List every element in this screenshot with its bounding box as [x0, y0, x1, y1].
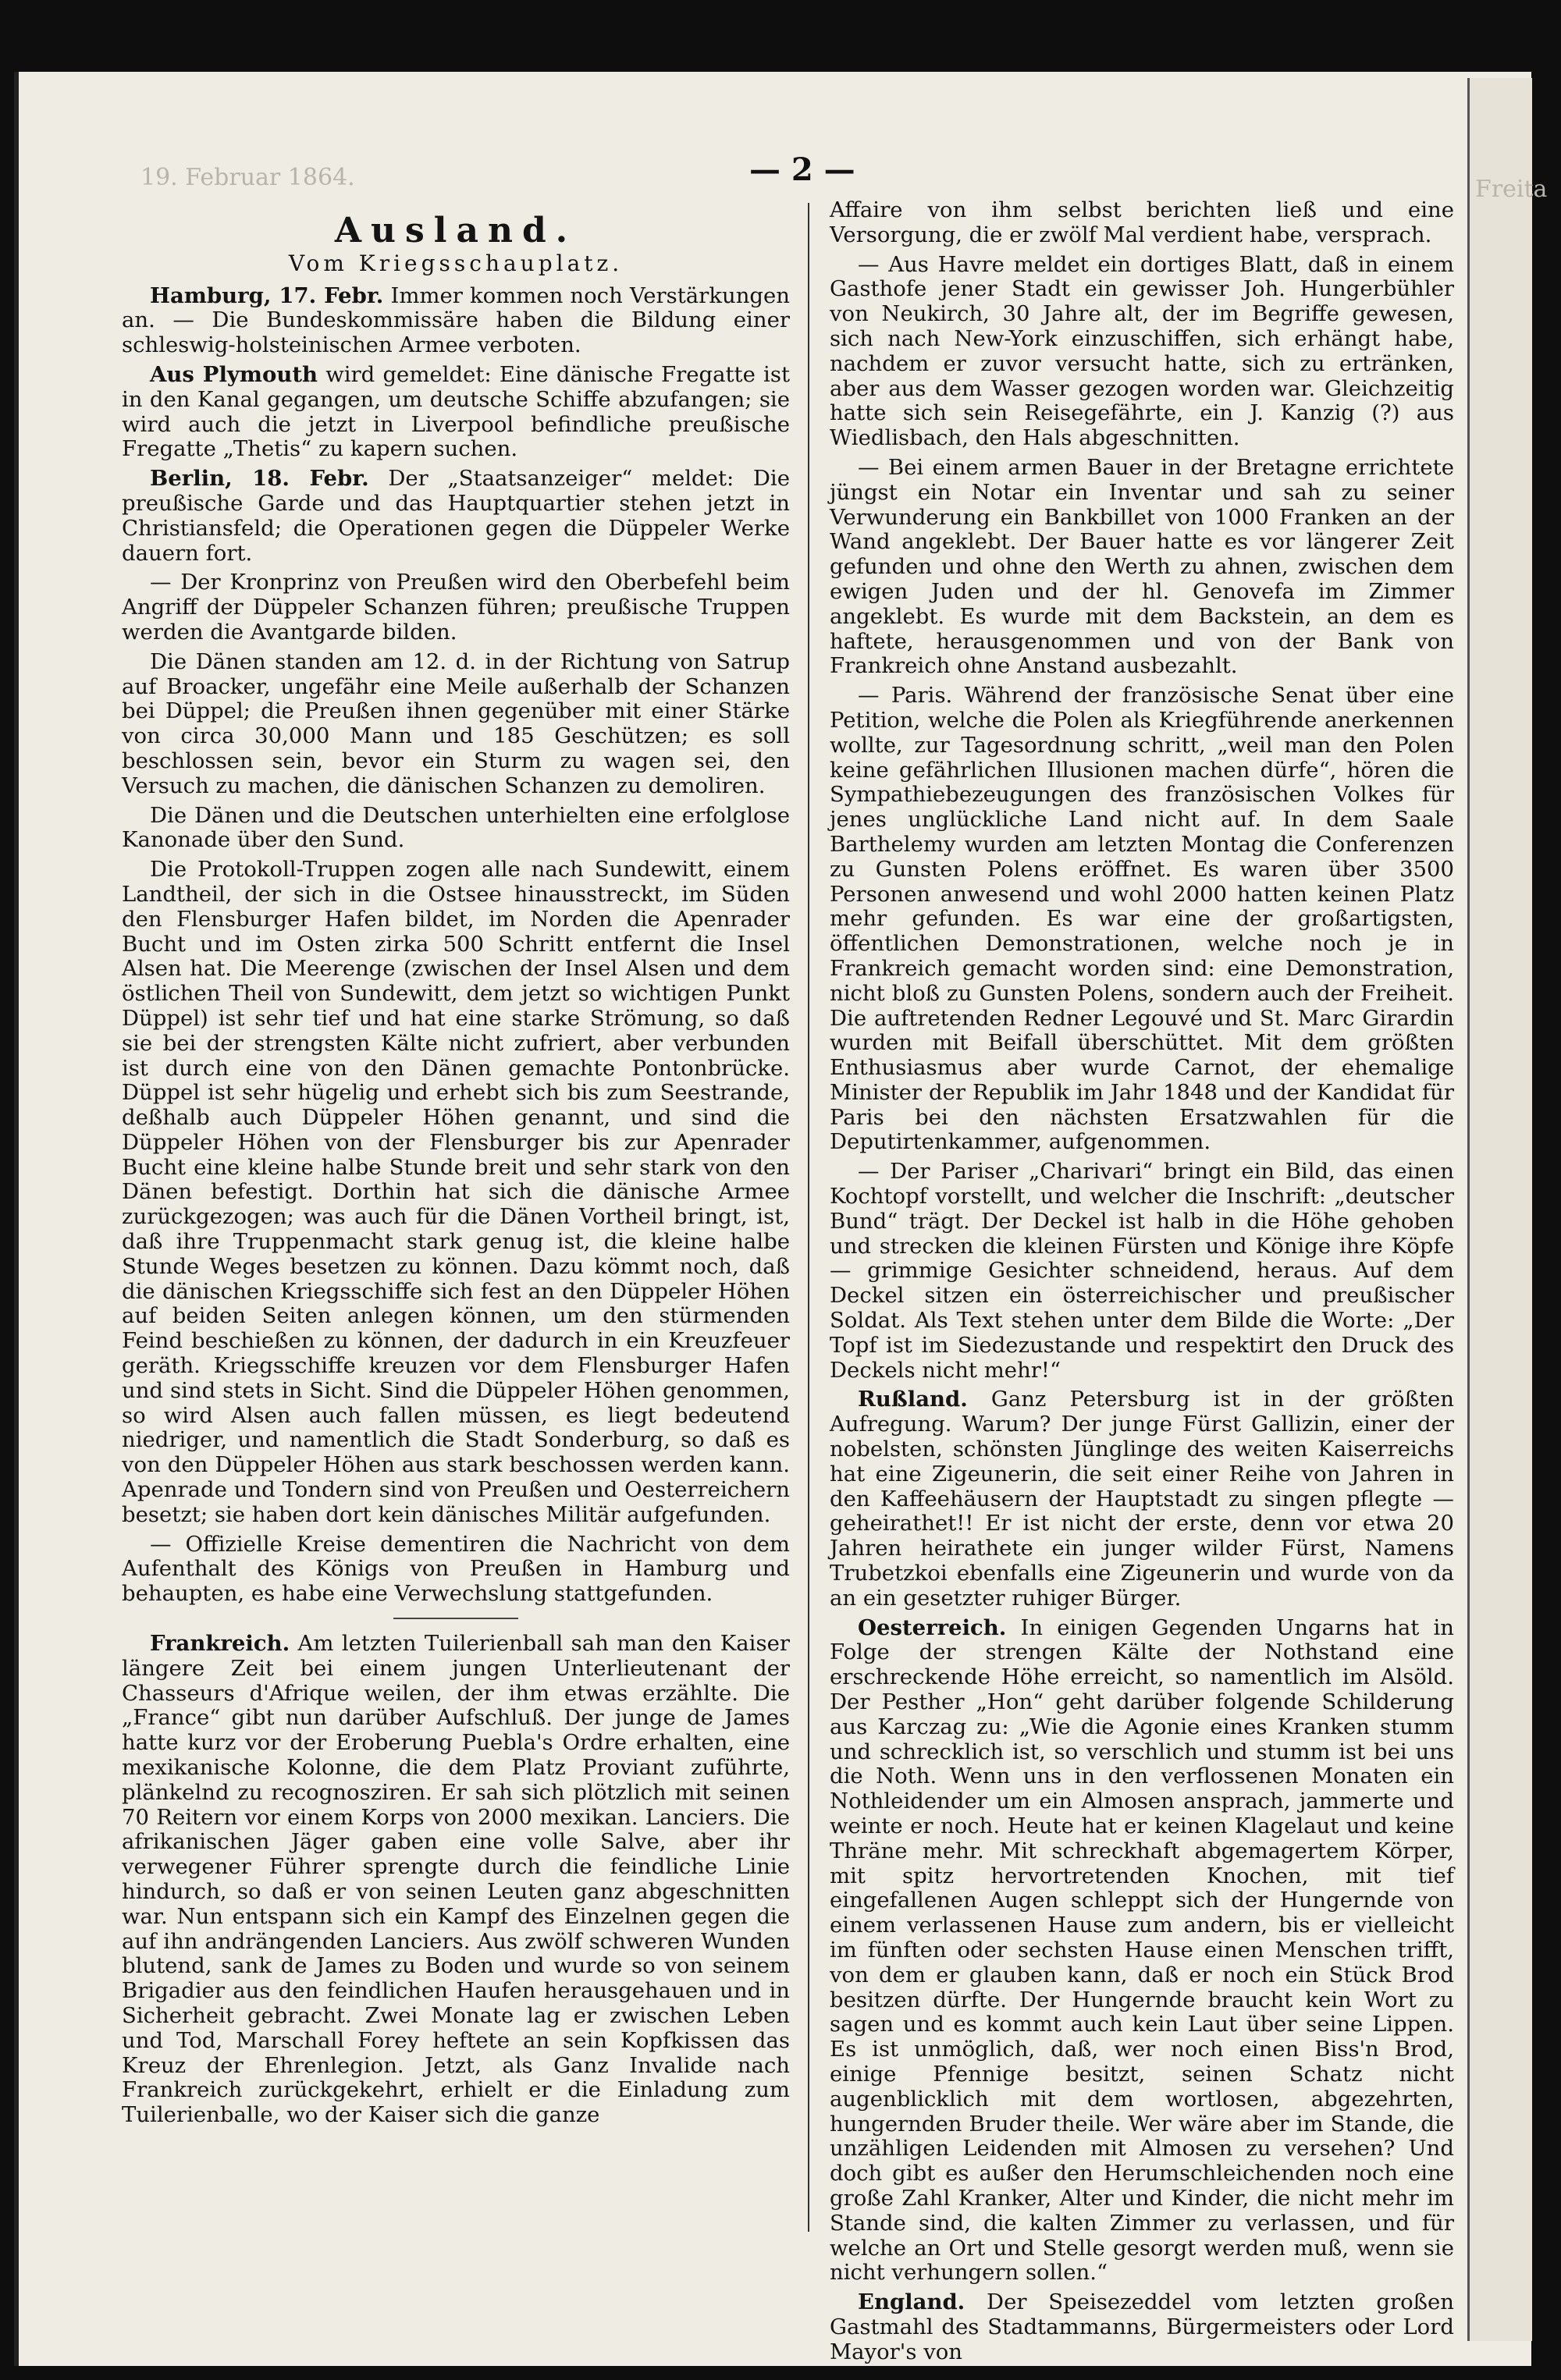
article-paragraph: [122, 284, 790, 358]
paragraph-text: Die Protokoll-Truppen zogen alle nach Sundewitt, einem Landtheil, der sich in die Ostsee hinausstreckt, im Süden den Flensburger Hafen bildet, im Norden die Apenrader Bucht und im Osten zirka 500 Schritt entfernt die Insel Alsen hat. Die Meerenge (zwischen der Insel Alsen und dem östlichen Theil von Sundewitt, dem jetzt so wichtigen Punkt Düppel) ist sehr tief und hat eine starke Strömung, so daß sie bei der strengsten Kälte nicht zufriert, aber verbunden ist durch eine von den Dänen gemachte Pontonbrücke. Düppel ist sehr hügelig und erhebt sich bis zum Seestrande, deßhalb auch Düppeler Höhen genannt, und sind die Düppeler Höhen von der Flensburger bis zur Apenrader Bucht eine kleine halbe Stunde breit und sehr stark von den Dänen befestigt. Dorthin hat sich die dänische Armee zurückgezogen; was auch für die Dänen Vortheil bringt, ist, daß ihre Truppenmacht stark genug ist, die kleine halbe Stunde Weges besetzen zu können. Dazu kömmt noch, daß die dänischen Kriegsschiffe sich fest an den Düppeler Höhen auf beiden Seiten anlegen können, um den stürmenden Feind beschießen zu können, der dadurch in ein Kreuzfeuer geräth. Kriegsschiffe kreuzen vor dem Flensburger Hafen und sind stets in Sicht. Sind die Düppeler Höhen genommen, so wird Alsen auch fallen müssen, es liegt bedeutend niedriger, und namentlich die Stadt Sonderburg, so daß es von den Düppeler Höhen aus stark beschossen werden kann. Apenrade und Tondern sind von Preußen und Oesterreichern besetzt; sie haben dort kein dänisches Militär aufgefunden.: [122, 857, 790, 1527]
article-paragraph: [830, 2290, 1454, 2364]
article-paragraph: [122, 1533, 790, 1607]
paragraph-lead: Oesterreich.: [858, 1614, 1007, 1640]
paragraph-text: — Aus Havre meldet ein dortiges Blatt, daß in einem Gasthofe jener Stadt ein gewisser Joh. Hungerbühler von Neukirch, 30 Jahre alt, der im Begriffe gewesen, sich nach New-York einzuschiffen, sich erhängt habe, nachdem er zuvor versucht hatte, sich zu ertränken, aber aus dem Wasser gezogen worden war. Gleichzeitig hatte sich sein Reisegefährte, ein J. Kanzig (?) aus Wiedlisbach, den Hals abgeschnitten.: [830, 251, 1454, 451]
paragraph-text: — Paris. Während der französische Senat über eine Petition, welche die Polen als Kriegführende anerkennen wollte, zur Tagesordnung schritt, „weil man den Polen keine gefährlichen Illusionen machen dürfe“, hören die Sympathiebezeugungen des französischen Volkes für jenes unglückliche Land nicht auf. In dem Saale Barthelemy wurden am letzten Montag die Conferenzen zu Gunsten Polens eröffnet. Es waren über 3500 Personen anwesend und wohl 2000 hatten keinen Platz mehr gefunden. Es war eine der großartigsten, öffentlichen Demonstrationen, welche noch je in Frankreich gemacht worden sind: eine Demonstration, nicht bloß zu Gunsten Polens, sondern auch der Freiheit. Die auftretenden Redner Legouvé und St. Marc Girardin wurden mit Beifall überschüttet. Mit dem größten Enthusiasmus aber wurde Carnot, der ehemalige Minister der Republik im Jahr 1848 und der Kandidat für Paris bei den nächsten Ersatzwahlen für die Deputirtenkammer, aufgenommen.: [830, 683, 1454, 1155]
paragraph-text: In einigen Gegenden Ungarns hat in Folge der strengen Kälte der Nothstand eine erschreckende Höhe erreicht, so namentlich im Alsöld. Der Pesther „Hon“ geht darüber folgende Schilderung aus Karczag zu: „Wie die Agonie eines Kranken stumm und schrecklich ist, so verschlich und stumm ist bei uns die Noth. Wenn uns in den verflossenen Monaten ein Nothleidender um ein Almosen ansprach, jammerte und weinte er noch. Heute hat er keinen Klagelaut und keine Thräne mehr. Mit schreckhaft abgemagertem Körper, mit spitz hervortretenden Knochen, mit tief eingefallenen Augen schleppt sich der Hungernde von einem verlassenen Hause zum andern, bis er vielleicht im fünften oder sechsten Hause einen Menschen trifft, von dem er glauben kann, daß er noch ein Stück Brod besitzen dürfte. Der Hungernde braucht kein Wort zu sagen und es kommt auch kein Laut über seine Lippen. Es ist unmöglich, daß, wer noch einen Biss'n Brod, einige Pfennige besitzt, seinen Schatz nicht augenblicklich mit dem wortlosen, abgezehrten, hungernden Bruder theile. Wer wäre aber im Stande, die unzähligen Leidenden mit Almosen zu versehen? Und doch gibt es außer den Herumschleichenden noch eine große Zahl Kranker, Alter und Kinder, die nicht mehr im Stande sind, die kalten Zimmer zu verlassen, und für welche an Ort und Stelle gesorgt werden muß, wenn sie nicht verhungern sollen.“: [830, 1614, 1454, 2286]
article-paragraph: [830, 253, 1454, 451]
paragraph-text: Affaire von ihm selbst berichten ließ und eine Versorgung, die er zwölf Mal verdient habe, versprach.: [830, 197, 1454, 247]
section-title: Ausland.: [334, 211, 578, 250]
paragraph-lead: Aus Plymouth: [150, 361, 318, 387]
paragraph-lead: Rußland.: [858, 1387, 968, 1412]
page-number: — 2 —: [749, 151, 855, 188]
article-paragraph: [122, 363, 790, 462]
article-paragraph: [122, 858, 790, 1528]
article-paragraph: [830, 684, 1454, 1155]
paragraph-lead: Hamburg, 17. Febr.: [150, 282, 384, 308]
column-divider: [808, 203, 809, 2232]
faint-right-edge-text: Freita: [1475, 176, 1548, 203]
paragraph-lead: Frankreich.: [150, 1631, 290, 1657]
paragraph-lead: England.: [858, 2289, 965, 2315]
paragraph-text: — Bei einem armen Bauer in der Bretagne errichtete jüngst ein Notar ein Inventar und sah zu seiner Verwunderung ein Bankbillet von 1000 Franken an der Wand angeklebt. Der Bauer hatte es vor längerer Zeit gefunden und ohne den Werth zu ahnen, zwischen dem ewigen Juden und der hl. Genovefa im Zimmer angeklebt. Es wurde mit dem Backstein, an dem es haftete, herausgenommen und von der Bank von Frankreich ohne Anstand ausbezahlt.: [830, 454, 1454, 679]
article-paragraph: [122, 467, 790, 566]
right-column: [830, 198, 1454, 2370]
paragraph-text: wird gemeldet: Eine dänische Fregatte ist in den Kanal gegangen, um deutsche Schiffe abzufangen; sie wird auch die jetzt in Liverpool befindliche preußische Fregatte „Thetis“ zu kapern suchen.: [122, 361, 790, 462]
paragraph-lead: Berlin, 18. Febr.: [150, 466, 369, 492]
next-page-edge: [1467, 78, 1532, 2341]
article-paragraph: [122, 804, 790, 854]
article-paragraph: [122, 1632, 790, 2128]
separator-rule: [393, 1618, 518, 1619]
article-paragraph: [122, 570, 790, 645]
paragraph-text: Der Speisezeddel vom letzten großen Gastmahl des Stadtammanns, Bürgermeisters oder Lord Mayor's von: [830, 2289, 1454, 2364]
article-paragraph: [122, 650, 790, 799]
paragraph-text: Immer kommen noch Verstärkungen an. — Die Bundeskommissäre haben die Bildung einer schleswig-holsteinischen Armee verboten.: [122, 282, 791, 358]
paragraph-text: — Offizielle Kreise dementiren die Nachricht von dem Aufenthalt des Königs von Preußen in Hamburg und behaupten, es habe eine Verwechslung stattgefunden.: [122, 1531, 790, 1607]
section-subtitle: Vom Kriegsschauplatz.: [288, 250, 624, 276]
paragraph-text: Die Dänen standen am 12. d. in der Richtung von Satrup auf Broacker, ungefähr eine Meile außerhalb der Schanzen bei Düppel; die Preußen ihnen gegenüber mit einer Stärke von circa 30,000 Mann und 185 Geschützen; es soll beschlossen sein, bevor ein Sturm zu wagen sei, den Versuch zu machen, die dänischen Schanzen zu demoliren.: [122, 648, 790, 798]
paragraph-text: Die Dänen und die Deutschen unterhielten eine erfolglose Kanonade über den Sund.: [122, 802, 790, 853]
article-paragraph: [830, 1616, 1454, 2286]
article-paragraph: [830, 198, 1454, 248]
paragraph-text: Ganz Petersburg ist in der größten Aufregung. Warum? Der junge Fürst Gallizin, einer der nobelsten, schönsten Jünglinge des weiten Kaiserreichs hat eine Zigeunerin, die seit einer Reihe von Jahren in den Kaffeehäusern der Hauptstadt zu singen pflegte — geheirathet!! Er ist nicht der erste, denn vor etwa 20 Jahren heirathete ein junger wilder Fürst, Namens Trubetzkoi ebenfalls eine Zigeunerin und wurde von da an ein gesetzter ruhiger Bürger.: [830, 1387, 1454, 1611]
paragraph-text: — Der Pariser „Charivari“ bringt ein Bild, das einen Kochtopf vorstellt, und welcher die Inschrift: „deutscher Bund“ trägt. Der Deckel ist halb in die Höhe gehoben und strecken die kleinen Fürsten und Könige ihre Köpfe — grimmige Gesichter schneidend, heraus. Auf dem Deckel sitzen ein österreichischer und preußischer Soldat. Als Text stehen unter dem Bilde die Worte: „Der Topf ist im Siedezustande und respektirt den Druck des Deckels nicht mehr!“: [830, 1159, 1454, 1383]
paragraph-text: Der „Staatsanzeiger“ meldet: Die preußische Garde und das Hauptquartier stehen jetzt in Christiansfeld; die Operationen gegen die Düppeler Werke dauern fort.: [122, 466, 790, 566]
article-paragraph: [830, 1387, 1454, 1611]
left-column: [122, 211, 790, 2133]
paragraph-text: — Der Kronprinz von Preußen wird den Oberbefehl beim Angriff der Düppeler Schanzen führen; preußische Truppen werden die Avantgarde bilden.: [122, 570, 790, 645]
article-paragraph: [830, 1160, 1454, 1383]
article-paragraph: [830, 456, 1454, 679]
paragraph-text: Am letzten Tuilerienball sah man den Kaiser längere Zeit bei einem jungen Unterlieutenant der Chasseurs d'Afrique weilen, der ihm etwas erzählte. Die „France“ gibt nun darüber Aufschluß. Der junge de James hatte kurz vor der Eroberung Puebla's Ordre erhalten, eine mexikanische Kolonne, die dem Platz Proviant zuführte, plänkelnd zu recognosziren. Er sah sich plötzlich mit seinen 70 Reitern vor einem Korps von 2000 mexikan. Lanciers. Die afrikanischen Jäger gaben eine volle Salve, aber ihr verwegener Führer sprengte durch die feindliche Linie hindurch, so daß er von seinen Leuten ganz abgeschnitten war. Nun entspann sich ein Kampf des Einzelnen gegen die auf ihn andrängenden Lanciers. Aus zwölf schweren Wunden blutend, sank de James zu Boden und wurde so von seinem Brigadier aus den feindlichen Haufen herausgehauen und in Sicherheit gebracht. Zwei Monate lag er zwischen Leben und Tod, Marschall Forey heftete an sein Kopfkissen das Kreuz der Ehrenlegion. Jetzt, als Ganz Invalide nach Frankreich zurückgekehrt, erhielt er die Einladung zum Tuilerienballe, wo der Kaiser sich die ganze: [122, 1631, 790, 2128]
faint-bleed-header: 19. Februar 1864.: [140, 164, 355, 191]
